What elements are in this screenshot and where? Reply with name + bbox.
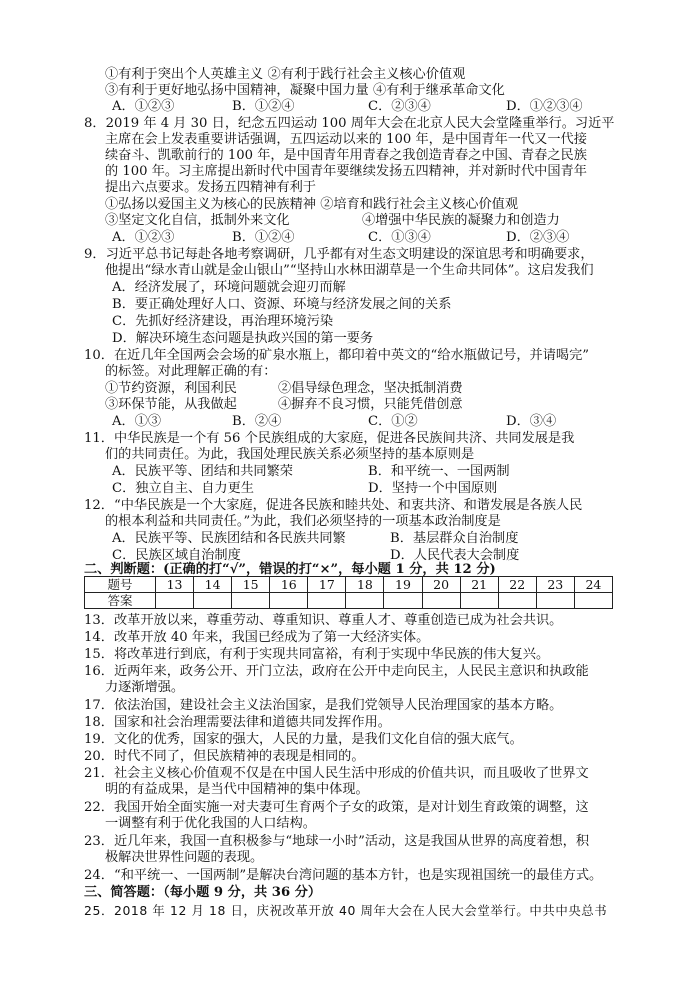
q10-statement-2: ②倡导绿色理念，坚决抵制消费 [278, 381, 463, 396]
q11-option-a: A．民族平等、团结和共同繁荣 [112, 464, 293, 479]
judge-15: 15．将改革进行到底，有利于实现共同富裕，有利于实现中华民族的伟大复兴。 [84, 647, 550, 662]
q10-statement-4: ④摒弃不良习惯，只能凭借创意 [278, 397, 463, 412]
answer-grid-answer-row [85, 593, 613, 609]
judge-19: 19．文化的优秀，国家的强大，人民的力量，是我们文化自信的强大底气。 [84, 732, 523, 747]
grid-number-13: 13 [156, 577, 194, 593]
judge-13: 13．改革开放以来，尊重劳动、尊重知识、尊重人才、尊重创造已成为社会共识。 [84, 613, 563, 628]
q12-option-d: D．人民代表大会制度 [390, 548, 520, 563]
q10-option-c: C．①② [368, 414, 418, 429]
answer-grid [84, 576, 613, 609]
q9-option-b: B．要正确处理好人口、资源、环境与经济发展之间的关系 [112, 297, 452, 312]
q7-statement-2: ③有利于更好地弘扬中国精神，凝聚中国力量 ④有利于继承革命文化 [105, 83, 505, 98]
grid-number-14: 14 [194, 577, 232, 593]
q12-option-c: C．民族区域自治制度 [112, 548, 241, 563]
q12-option-a: A．民族平等、民族团结和各民族共同繁 [112, 531, 346, 546]
q8-option-b: B．①②④ [232, 230, 295, 245]
q8-line-2: 主席在会上发表重要讲话强调，五四运动以来的 100 年，是中国青年一代又一代接 [105, 132, 587, 147]
q8-line-1: 8．2019 年 4 月 30 日，纪念五四运动 100 周年大会在北京人民大会堂隆重举行。习近平 [84, 116, 615, 131]
judge-22-line-1: 22．我国开始全面实施一对夫妻可生育两个子女的政策，是对计划生育政策的调整，这 [84, 800, 589, 815]
judge-24: 24．“和平统一、一国两制”是解决台湾问题的基本方针，也是实现祖国统一的最佳方式。 [84, 868, 603, 883]
q10-line-1: 10．在近几年全国两会会场的矿泉水瓶上，都印着中英文的“给水瓶做记号，并请喝完” [84, 348, 590, 363]
judge-16-line-2: 力逐渐增强。 [105, 680, 185, 695]
q8-option-c: C．①③④ [368, 230, 431, 245]
q9-option-a: A．经济发展了，环境问题就会迎刃而解 [112, 280, 346, 295]
section-3-heading: 三、简答题：（每小题 9 分，共 36 分） [84, 885, 322, 900]
grid-number-15: 15 [232, 577, 270, 593]
judge-16-line-1: 16．近两年来，政务公开、开门立法，政府在公开中走向民主，人民民主意识和执政能 [84, 664, 589, 679]
q10-option-b: B．②④ [232, 414, 282, 429]
judge-22-line-2: 一调整有利于优化我国的人口结构。 [105, 816, 316, 831]
answer-cell[interactable] [536, 593, 574, 609]
q7-option-a: A．①②③ [112, 99, 175, 114]
answer-cell[interactable] [422, 593, 460, 609]
q9-option-c: C．先抓好经济建设，再治理环境污染 [112, 314, 334, 329]
grid-number-header: 题号 [85, 577, 156, 593]
answer-cell[interactable] [270, 593, 308, 609]
judge-18: 18．国家和社会治理需要法律和道德共同发挥作用。 [84, 715, 391, 730]
grid-number-24: 24 [574, 577, 612, 593]
judge-14: 14．改革开放 40 年来，我国已经成为了第一大经济实体。 [84, 630, 430, 645]
answer-cell[interactable] [498, 593, 536, 609]
answer-cell[interactable] [194, 593, 232, 609]
answer-cell[interactable] [384, 593, 422, 609]
judge-23-line-1: 23．近几年来，我国一直积极参与“地球一小时”活动，这是我国从世界的高度着想，积 [84, 834, 590, 849]
q9-option-d: D．解决环境生态问题是执政兴国的第一要务 [112, 331, 374, 346]
answer-cell[interactable] [308, 593, 346, 609]
grid-number-22: 22 [498, 577, 536, 593]
q12-option-b: B．基层群众自治制度 [390, 531, 519, 546]
section-2-heading: 二、判断题：(正确的打“√”，错误的打“×”，每小题 1 分，共 12 分) [84, 562, 496, 577]
grid-number-18: 18 [346, 577, 384, 593]
q8-statement-1: ①弘扬以爱国主义为核心的民族精神 ②培育和践行社会主义核心价值观 [105, 197, 519, 212]
answer-cell[interactable] [232, 593, 270, 609]
q7-option-d: D．①②③④ [506, 99, 583, 114]
q11-line-1: 11．中华民族是一个有 56 个民族组成的大家庭，促进各民族间共济、共同发展是我 [84, 431, 575, 446]
q8-line-5: 提出六点要求。发扬五四精神有利于 [105, 180, 316, 195]
q8-line-4: 的 100 年。习主席提出新时代中国青年要继续发扬五四精神，并对新时代中国青年 [105, 164, 587, 179]
q11-option-c: C．独立自主、自力更生 [112, 481, 254, 496]
grid-number-20: 20 [422, 577, 460, 593]
judge-23-line-2: 极解决世界性问题的表现。 [105, 850, 264, 865]
q11-line-2: 们的共同责任。为此，我国处理民族关系必须坚持的基本原则是 [105, 447, 475, 462]
answer-cell[interactable] [574, 593, 612, 609]
judge-21-line-1: 21．社会主义核心价值观不仅是在中国人民生活中形成的价值共识，而且吸收了世界文 [84, 766, 589, 781]
q10-statement-1: ①节约资源，利国利民 [105, 381, 237, 396]
grid-number-19: 19 [384, 577, 422, 593]
grid-number-16: 16 [270, 577, 308, 593]
q10-line-2: 的标签。对此理解正确的有： [105, 364, 277, 379]
q8-statement-3: ③坚定文化自信，抵制外来文化 [105, 213, 290, 228]
q12-line-1: 12．“中华民族是一个大家庭，促进各民族和睦共处、和衷共济、和谐发展是各族人民 [84, 498, 583, 513]
grid-number-21: 21 [460, 577, 498, 593]
q8-line-3: 续奋斗、凯歌前行的 100 年，是中国青年用青春之我创造青春之中国、青春之民族 [105, 148, 587, 163]
q10-option-d: D．③④ [506, 414, 557, 429]
q11-option-d: D．坚持一个中国原则 [368, 481, 498, 496]
q9-line-2: 他提出“绿水青山就是金山银山”“坚持山水林田湖草是一个生命共同体”。这启发我们 [105, 263, 594, 278]
q8-option-a: A．①②③ [112, 230, 175, 245]
q12-line-2: 的根本利益和共同责任。”为此，我们必须坚持的一项基本政治制度是 [105, 514, 501, 529]
grid-answer-header: 答案 [85, 593, 156, 609]
q8-statement-4: ④增强中华民族的凝聚力和创造力 [362, 213, 560, 228]
judge-21-line-2: 明的有益成果，是当代中国精神的集中体现。 [105, 782, 369, 797]
q25-line-1: 25．2018 年 12 月 18 日，庆祝改革开放 40 周年大会在人民大会堂举行。中共中央总书 [84, 903, 608, 918]
q10-statement-3: ③环保节能，从我做起 [105, 397, 237, 412]
q8-option-d: D．②③④ [506, 230, 570, 245]
judge-17: 17．依法治国，建设社会主义法治国家，是我们党领导人民治理国家的基本方略。 [84, 698, 563, 713]
grid-number-23: 23 [536, 577, 574, 593]
answer-cell[interactable] [346, 593, 384, 609]
q7-option-c: C．②③④ [368, 99, 431, 114]
judge-20: 20．时代不同了，但民族精神的表现是相同的。 [84, 749, 365, 764]
answer-cell[interactable] [460, 593, 498, 609]
q7-statement-1: ①有利于突出个人英雄主义 ②有利于践行社会主义核心价值观 [105, 67, 466, 82]
q10-option-a: A．①③ [112, 414, 162, 429]
q7-option-b: B．①②④ [232, 99, 295, 114]
answer-cell[interactable] [156, 593, 194, 609]
grid-number-17: 17 [308, 577, 346, 593]
answer-grid-number-row [85, 577, 613, 593]
q9-line-1: 9．习近平总书记每赴各地考察调研，几乎都有对生态文明建设的深谊思考和明确要求， [84, 247, 594, 262]
q11-option-b: B．和平统一、一国两制 [368, 464, 510, 479]
